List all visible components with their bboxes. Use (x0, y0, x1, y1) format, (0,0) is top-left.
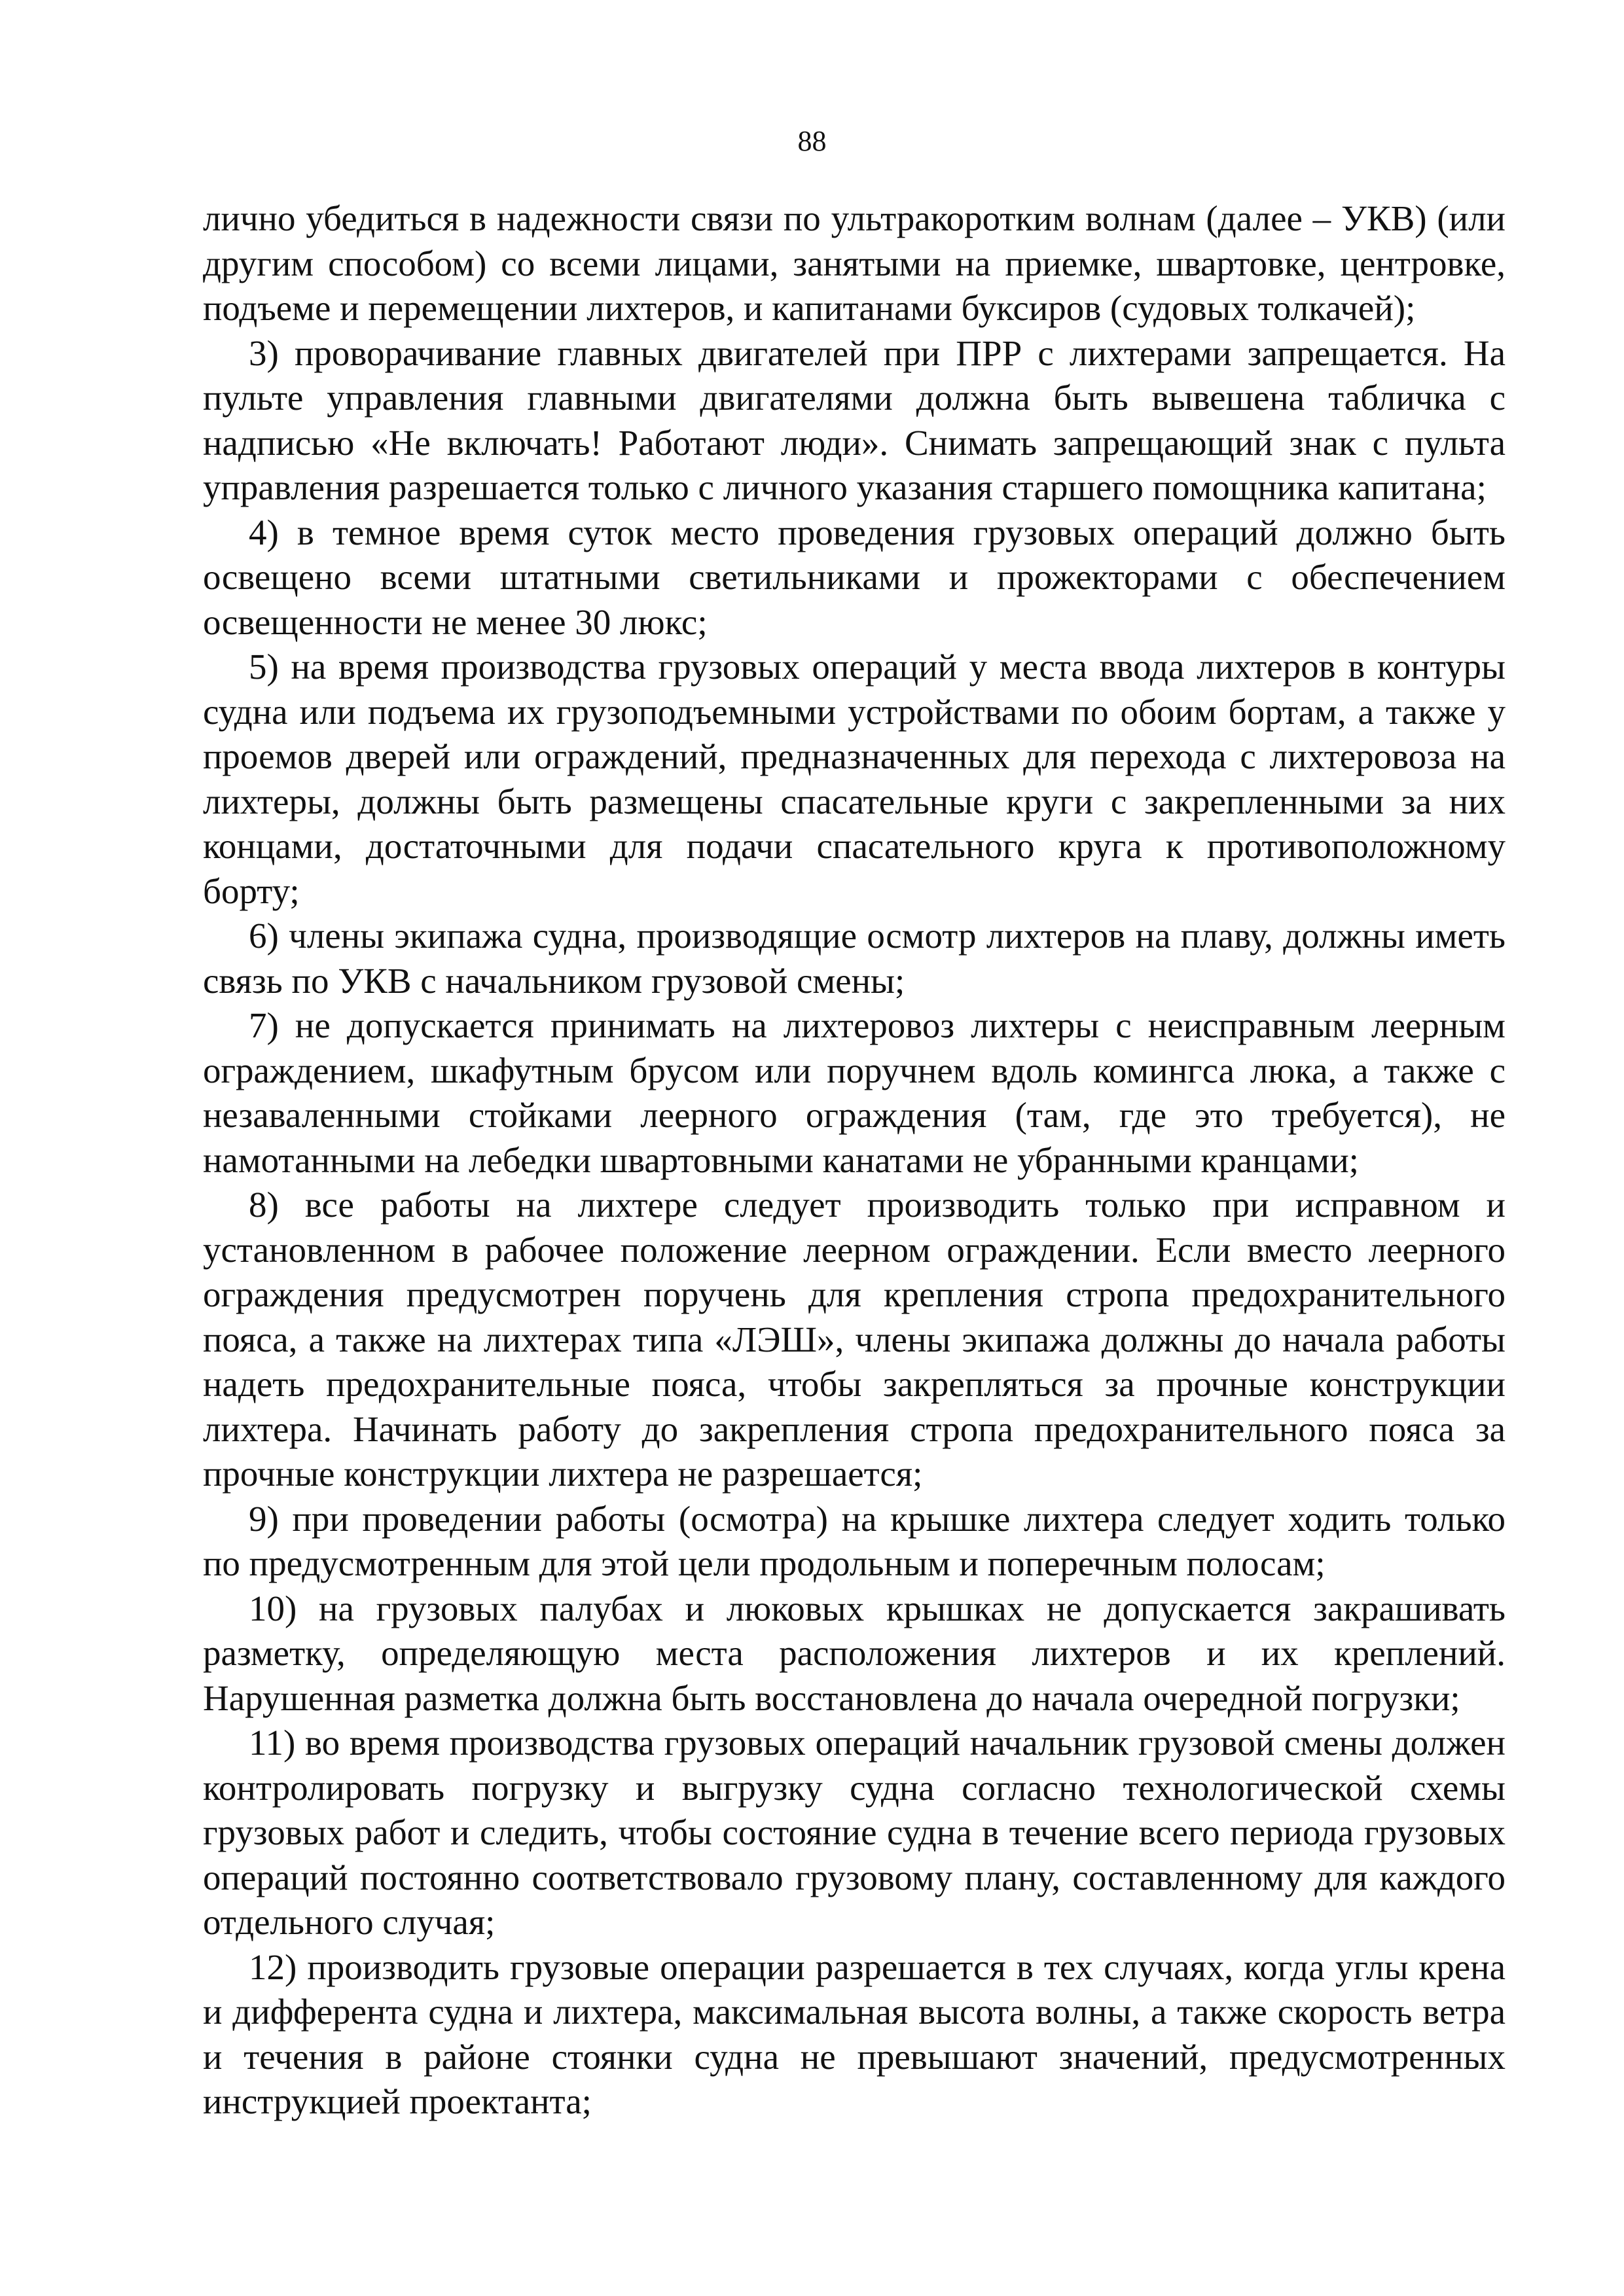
document-body (203, 196, 1506, 2125)
page-number: 88 (797, 125, 827, 157)
paragraph-item-11: 11) во время производства грузовых операций начальник грузовой смены должен контролировать погрузку и выгрузку судна согласно технологической схемы грузовых работ и следить, чтобы состояние судна в течение всего периода грузовых операций постоянно соответствовало грузовому плану, составленному для каждого отдельного случая; (203, 1723, 1506, 1942)
paragraph-item-8: 8) все работы на лихтере следует производить только при исправном и установленном в рабочее положение леерном ограждении. Если вместо леерного ограждения предусмотрен поручень для крепления стропа предохранительного пояса, а также на лихтерах типа «ЛЭШ», члены экипажа должны до начала работы надеть предохранительные пояса, чтобы закрепляться за прочные конструкции лихтера. Начинать работу до закрепления стропа предохранительного пояса за прочные конструкции лихтера не разрешается; (203, 1185, 1506, 1494)
paragraph-item-7: 7) не допускается принимать на лихтеровоз лихтеры с неисправным леерным ограждением, шкафутным брусом или поручнем вдоль комингса люка, а также с незаваленными стойками леерного ограждения (там, где это требуется), не намотанными на лебедки швартовными канатами не убранными кранцами; (203, 1005, 1506, 1180)
paragraph-item-4: 4) в темное время суток место проведения грузовых операций должно быть освещено всеми штатными светильниками и прожекторами с обеспечением освещенности не менее 30 люкс; (203, 512, 1506, 642)
paragraph-item-5: 5) на время производства грузовых операций у места ввода лихтеров в контуры судна или подъема их грузоподъемными устройствами по обоим бортам, а также у проемов дверей или ограждений, предназначенных для перехода с лихтеровоза на лихтеры, должны быть размещены спасательные круги с закрепленными за них концами, достаточными для подачи спасательного круга к противоположному борту; (203, 647, 1506, 911)
paragraph-item-12: 12) производить грузовые операции разрешается в тех случаях, когда углы крена и дифферента судна и лихтера, максимальная высота волны, а также скорость ветра и течения в районе стоянки судна не превышают значений, предусмотренных инструкцией проектанта; (203, 1946, 1506, 2121)
paragraph-item-6: 6) члены экипажа судна, производящие осмотр лихтеров на плаву, должны иметь связь по УКВ с начальником грузовой смены; (203, 916, 1506, 1001)
paragraph-item-3: 3) проворачивание главных двигателей при ПРР с лихтерами запрещается. На пульте управления главными двигателями должна быть вывешена табличка с надписью «Не включать! Работают люди». Снимать запрещающий знак с пульта управления разрешается только с личного указания старшего помощника капитана; (203, 332, 1506, 507)
paragraph-item-10: 10) на грузовых палубах и люковых крышках не допускается закрашивать разметку, определяющую места расположения лихтеров и их креплений. Нарушенная разметка должна быть восстановлена до начала очередной погрузки; (203, 1588, 1506, 1718)
paragraph-continuation: лично убедиться в надежности связи по ультракоротким волнам (далее – УКВ) (или другим способом) со всеми лицами, занятыми на приемке, швартовке, центровке, подъеме и перемещении лихтеров, и капитанами буксиров (судовых толкачей); (203, 198, 1506, 328)
paragraph-item-9: 9) при проведении работы (осмотра) на крышке лихтера следует ходить только по предусмотренным для этой цели продольным и поперечным полосам; (203, 1498, 1506, 1583)
